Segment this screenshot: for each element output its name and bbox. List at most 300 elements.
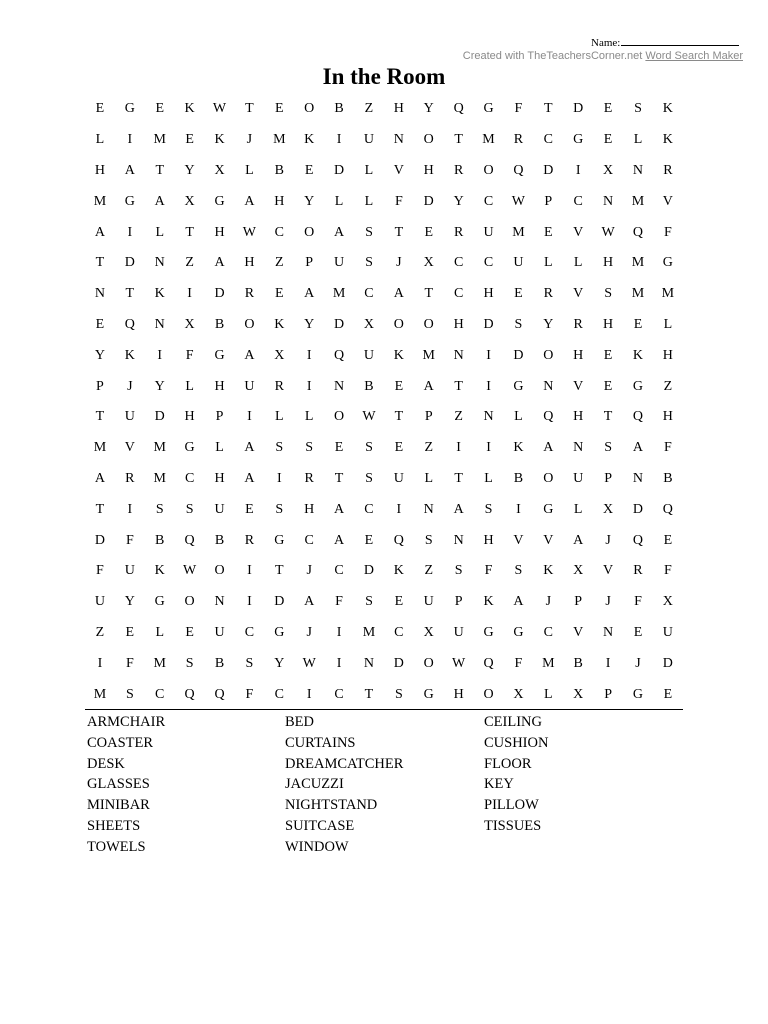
grid-letter[interactable]: L bbox=[334, 193, 344, 209]
grid-letter[interactable]: V bbox=[124, 440, 135, 456]
grid-letter[interactable]: E bbox=[334, 440, 344, 456]
grid-letter[interactable]: C bbox=[364, 286, 374, 302]
grid-letter[interactable]: E bbox=[185, 132, 194, 148]
grid-letter[interactable]: F bbox=[663, 563, 672, 579]
grid-letter[interactable]: H bbox=[453, 316, 464, 332]
grid-letter[interactable]: N bbox=[603, 624, 614, 640]
grid-letter[interactable]: C bbox=[394, 624, 404, 640]
grid-letter[interactable]: Y bbox=[304, 193, 315, 209]
grid-letter[interactable]: I bbox=[127, 224, 133, 240]
name-field[interactable] bbox=[591, 36, 739, 49]
grid-letter[interactable]: A bbox=[334, 224, 345, 240]
grid-letter[interactable]: T bbox=[245, 101, 254, 117]
grid-letter[interactable]: E bbox=[245, 501, 254, 517]
grid-letter[interactable]: O bbox=[304, 101, 315, 117]
grid-letter[interactable]: P bbox=[305, 255, 314, 271]
grid-letter[interactable]: U bbox=[662, 624, 673, 640]
grid-letter[interactable]: D bbox=[334, 316, 345, 332]
grid-letter[interactable]: H bbox=[214, 224, 225, 240]
grid-letter[interactable]: E bbox=[394, 378, 404, 394]
grid-letter[interactable]: W bbox=[511, 193, 526, 209]
grid-letter[interactable]: P bbox=[215, 409, 224, 425]
grid-letter[interactable]: X bbox=[214, 162, 225, 178]
grid-letter[interactable]: Q bbox=[124, 316, 135, 332]
grid-letter[interactable]: R bbox=[513, 132, 524, 148]
grid-letter[interactable]: P bbox=[604, 470, 612, 486]
grid-letter[interactable]: K bbox=[124, 347, 135, 363]
grid-letter[interactable]: V bbox=[573, 624, 584, 640]
grid-letter[interactable]: M bbox=[153, 132, 166, 148]
grid-letter[interactable]: C bbox=[244, 624, 255, 640]
grid-letter[interactable]: E bbox=[603, 347, 613, 363]
grid-letter[interactable]: L bbox=[424, 470, 434, 486]
grid-letter[interactable]: K bbox=[632, 347, 644, 363]
grid-letter[interactable]: I bbox=[336, 132, 342, 148]
grid-letter[interactable]: A bbox=[124, 162, 135, 178]
grid-letter[interactable]: A bbox=[244, 347, 255, 363]
grid-letter[interactable]: J bbox=[246, 132, 253, 148]
grid-letter[interactable]: X bbox=[423, 624, 434, 640]
grid-letter[interactable]: I bbox=[247, 594, 252, 610]
grid-letter[interactable]: G bbox=[184, 440, 195, 456]
grid-letter[interactable]: I bbox=[456, 440, 461, 456]
grid-letter[interactable]: N bbox=[94, 286, 105, 302]
grid-letter[interactable]: E bbox=[633, 316, 643, 332]
grid-letter[interactable]: S bbox=[484, 501, 493, 517]
grid-letter[interactable]: M bbox=[93, 686, 107, 702]
grid-letter[interactable]: I bbox=[157, 347, 163, 363]
grid-letter[interactable]: E bbox=[275, 286, 284, 302]
grid-letter[interactable]: G bbox=[662, 255, 673, 271]
grid-letter[interactable]: C bbox=[364, 501, 374, 517]
grid-letter[interactable]: N bbox=[154, 255, 165, 271]
grid-letter[interactable]: T bbox=[95, 255, 105, 271]
grid-letter[interactable]: L bbox=[155, 224, 164, 240]
grid-letter[interactable]: B bbox=[214, 655, 225, 671]
grid-letter[interactable]: A bbox=[94, 224, 105, 240]
grid-letter[interactable]: T bbox=[95, 409, 105, 425]
grid-letter[interactable]: G bbox=[483, 101, 494, 117]
grid-letter[interactable]: A bbox=[423, 378, 434, 394]
grid-letter[interactable]: H bbox=[483, 286, 494, 302]
grid-letter[interactable]: L bbox=[215, 440, 224, 456]
grid-letter[interactable]: M bbox=[153, 470, 166, 486]
grid-letter[interactable]: L bbox=[364, 162, 374, 178]
grid-letter[interactable]: N bbox=[632, 470, 644, 486]
grid-letter[interactable]: D bbox=[274, 594, 285, 610]
grid-letter[interactable]: E bbox=[304, 162, 314, 178]
grid-letter[interactable]: Y bbox=[423, 101, 434, 117]
grid-letter[interactable]: L bbox=[633, 132, 643, 148]
grid-letter[interactable]: A bbox=[214, 255, 225, 271]
grid-letter[interactable]: B bbox=[155, 532, 165, 548]
grid-letter[interactable]: R bbox=[543, 286, 553, 302]
grid-letter[interactable]: G bbox=[274, 532, 285, 548]
grid-letter[interactable]: L bbox=[364, 193, 374, 209]
grid-letter[interactable]: Q bbox=[184, 686, 195, 702]
grid-letter[interactable]: I bbox=[486, 378, 491, 394]
grid-letter[interactable]: S bbox=[365, 594, 373, 610]
grid-letter[interactable]: U bbox=[363, 347, 375, 363]
grid-letter[interactable]: D bbox=[334, 162, 345, 178]
grid-letter[interactable]: E bbox=[155, 101, 164, 117]
grid-letter[interactable]: U bbox=[94, 594, 105, 610]
grid-letter[interactable]: I bbox=[306, 378, 312, 394]
grid-letter[interactable]: P bbox=[574, 594, 583, 610]
grid-letter[interactable]: K bbox=[662, 101, 673, 117]
grid-letter[interactable]: Y bbox=[453, 193, 464, 209]
grid-letter[interactable]: X bbox=[423, 255, 434, 271]
grid-letter[interactable]: K bbox=[154, 563, 165, 579]
grid-letter[interactable]: G bbox=[214, 193, 225, 209]
grid-letter[interactable]: V bbox=[513, 532, 524, 548]
grid-letter[interactable]: N bbox=[632, 162, 644, 178]
grid-letter[interactable]: L bbox=[95, 132, 105, 148]
grid-letter[interactable]: A bbox=[543, 440, 554, 456]
grid-letter[interactable]: F bbox=[663, 440, 672, 456]
grid-letter[interactable]: S bbox=[424, 532, 433, 548]
grid-letter[interactable]: E bbox=[185, 624, 194, 640]
grid-letter[interactable]: V bbox=[662, 193, 673, 209]
grid-letter[interactable]: U bbox=[453, 624, 464, 640]
grid-letter[interactable]: Y bbox=[124, 594, 135, 610]
grid-letter[interactable]: H bbox=[214, 378, 225, 394]
grid-letter[interactable]: Y bbox=[184, 162, 195, 178]
grid-letter[interactable]: C bbox=[334, 686, 344, 702]
grid-letter[interactable]: K bbox=[543, 563, 554, 579]
grid-letter[interactable]: N bbox=[363, 655, 375, 671]
grid-letter[interactable]: K bbox=[393, 563, 404, 579]
grid-letter[interactable]: R bbox=[453, 224, 464, 240]
grid-letter[interactable]: E bbox=[364, 532, 374, 548]
grid-letter[interactable]: F bbox=[245, 686, 254, 702]
grid-letter[interactable]: H bbox=[274, 193, 285, 209]
grid-letter[interactable]: Q bbox=[513, 162, 524, 178]
grid-letter[interactable]: R bbox=[274, 378, 284, 394]
grid-letter[interactable]: X bbox=[573, 563, 584, 579]
grid-letter[interactable]: D bbox=[543, 162, 554, 178]
grid-letter[interactable]: G bbox=[274, 624, 285, 640]
grid-letter[interactable]: U bbox=[483, 224, 494, 240]
grid-letter[interactable]: V bbox=[573, 224, 584, 240]
grid-letter[interactable]: T bbox=[275, 563, 284, 579]
grid-letter[interactable]: B bbox=[513, 470, 524, 486]
grid-letter[interactable]: V bbox=[573, 378, 584, 394]
grid-letter[interactable]: B bbox=[364, 378, 374, 394]
grid-letter[interactable]: L bbox=[663, 316, 673, 332]
grid-letter[interactable]: I bbox=[247, 409, 252, 425]
grid-letter[interactable]: Y bbox=[304, 316, 315, 332]
grid-letter[interactable]: J bbox=[545, 594, 552, 610]
grid-letter[interactable]: U bbox=[334, 255, 345, 271]
grid-letter[interactable]: N bbox=[573, 440, 584, 456]
grid-letter[interactable]: A bbox=[244, 470, 255, 486]
grid-letter[interactable]: H bbox=[453, 686, 464, 702]
grid-letter[interactable]: K bbox=[184, 101, 195, 117]
grid-letter[interactable]: H bbox=[573, 409, 584, 425]
grid-letter[interactable]: A bbox=[304, 286, 315, 302]
grid-letter[interactable]: I bbox=[486, 347, 491, 363]
grid-letter[interactable]: K bbox=[483, 594, 494, 610]
grid-letter[interactable]: M bbox=[422, 347, 435, 363]
grid-letter[interactable]: L bbox=[185, 378, 194, 394]
grid-letter[interactable]: Z bbox=[454, 409, 463, 425]
grid-letter[interactable]: N bbox=[154, 316, 165, 332]
grid-letter[interactable]: R bbox=[663, 162, 673, 178]
grid-letter[interactable]: L bbox=[245, 162, 254, 178]
grid-letter[interactable]: W bbox=[452, 655, 466, 671]
grid-letter[interactable]: T bbox=[364, 686, 374, 702]
grid-letter[interactable]: T bbox=[454, 470, 463, 486]
grid-letter[interactable]: X bbox=[274, 347, 285, 363]
grid-letter[interactable]: I bbox=[127, 501, 133, 517]
grid-letter[interactable]: S bbox=[125, 686, 134, 702]
grid-letter[interactable]: E bbox=[95, 101, 105, 117]
grid-letter[interactable]: O bbox=[423, 316, 434, 332]
grid-letter[interactable]: P bbox=[544, 193, 553, 209]
grid-letter[interactable]: A bbox=[573, 532, 584, 548]
grid-letter[interactable]: N bbox=[543, 378, 554, 394]
grid-letter[interactable]: A bbox=[94, 470, 105, 486]
grid-letter[interactable]: H bbox=[393, 101, 404, 117]
grid-letter[interactable]: X bbox=[573, 686, 584, 702]
grid-letter[interactable]: M bbox=[153, 440, 166, 456]
grid-letter[interactable]: S bbox=[245, 655, 254, 671]
grid-letter[interactable]: M bbox=[631, 286, 645, 302]
grid-letter[interactable]: F bbox=[96, 563, 104, 579]
grid-letter[interactable]: V bbox=[573, 286, 584, 302]
grid-letter[interactable]: E bbox=[603, 132, 613, 148]
grid-letter[interactable]: H bbox=[94, 162, 105, 178]
grid-letter[interactable]: C bbox=[184, 470, 195, 486]
grid-letter[interactable]: E bbox=[663, 532, 673, 548]
grid-letter[interactable]: Q bbox=[214, 686, 225, 702]
grid-letter[interactable]: R bbox=[573, 316, 583, 332]
grid-letter[interactable]: O bbox=[393, 316, 404, 332]
grid-letter[interactable]: U bbox=[363, 132, 375, 148]
grid-letter[interactable]: I bbox=[306, 347, 312, 363]
grid-letter[interactable]: L bbox=[573, 501, 583, 517]
grid-letter[interactable]: B bbox=[573, 655, 583, 671]
grid-letter[interactable]: T bbox=[394, 409, 404, 425]
grid-letter[interactable]: H bbox=[483, 532, 494, 548]
grid-letter[interactable]: T bbox=[185, 224, 194, 240]
grid-letter[interactable]: V bbox=[543, 532, 554, 548]
grid-letter[interactable]: S bbox=[275, 501, 284, 517]
grid-letter[interactable]: D bbox=[423, 193, 434, 209]
grid-letter[interactable]: W bbox=[183, 563, 197, 579]
grid-letter[interactable]: W bbox=[302, 655, 316, 671]
grid-letter[interactable]: M bbox=[93, 440, 107, 456]
grid-letter[interactable]: L bbox=[304, 409, 314, 425]
name-blank-line[interactable] bbox=[621, 36, 739, 46]
grid-letter[interactable]: L bbox=[544, 255, 553, 271]
grid-letter[interactable]: E bbox=[424, 224, 434, 240]
grid-letter[interactable]: U bbox=[423, 594, 434, 610]
grid-letter[interactable]: T bbox=[95, 501, 105, 517]
grid-letter[interactable]: M bbox=[332, 286, 346, 302]
grid-letter[interactable]: D bbox=[573, 101, 584, 117]
grid-letter[interactable]: T bbox=[155, 162, 164, 178]
grid-letter[interactable]: T bbox=[424, 286, 434, 302]
grid-letter[interactable]: C bbox=[453, 286, 464, 302]
grid-letter[interactable]: O bbox=[304, 224, 315, 240]
grid-letter[interactable]: S bbox=[185, 501, 194, 517]
grid-letter[interactable]: E bbox=[663, 686, 673, 702]
grid-letter[interactable]: A bbox=[632, 440, 644, 456]
grid-letter[interactable]: S bbox=[305, 440, 314, 456]
grid-letter[interactable]: Q bbox=[453, 101, 464, 117]
grid-letter[interactable]: A bbox=[154, 193, 165, 209]
grid-letter[interactable]: B bbox=[274, 162, 284, 178]
grid-letter[interactable]: F bbox=[514, 101, 523, 117]
grid-letter[interactable]: F bbox=[125, 655, 134, 671]
grid-letter[interactable]: Z bbox=[95, 624, 105, 640]
grid-letter[interactable]: H bbox=[304, 501, 315, 517]
grid-letter[interactable]: C bbox=[155, 686, 165, 702]
grid-letter[interactable]: I bbox=[486, 440, 491, 456]
grid-letter[interactable]: D bbox=[662, 655, 673, 671]
grid-letter[interactable]: P bbox=[96, 378, 104, 394]
grid-letter[interactable]: Q bbox=[543, 409, 554, 425]
grid-letter[interactable]: J bbox=[605, 532, 611, 548]
grid-letter[interactable]: F bbox=[484, 563, 493, 579]
grid-letter[interactable]: K bbox=[214, 132, 225, 148]
grid-letter[interactable]: M bbox=[273, 132, 286, 148]
grid-letter[interactable]: I bbox=[306, 686, 312, 702]
grid-letter[interactable]: F bbox=[634, 594, 642, 610]
grid-letter[interactable]: A bbox=[513, 594, 524, 610]
grid-letter[interactable]: W bbox=[242, 224, 256, 240]
grid-letter[interactable]: X bbox=[603, 501, 614, 517]
grid-letter[interactable]: V bbox=[393, 162, 404, 178]
grid-letter[interactable]: V bbox=[603, 563, 614, 579]
grid-letter[interactable]: C bbox=[453, 255, 464, 271]
grid-letter[interactable]: Q bbox=[662, 501, 673, 517]
grid-letter[interactable]: I bbox=[396, 501, 402, 517]
grid-letter[interactable]: J bbox=[605, 594, 611, 610]
grid-letter[interactable]: K bbox=[274, 316, 285, 332]
grid-letter[interactable]: D bbox=[363, 563, 375, 579]
grid-letter[interactable]: B bbox=[214, 532, 225, 548]
grid-letter[interactable]: Q bbox=[632, 409, 644, 425]
grid-letter[interactable]: I bbox=[336, 655, 342, 671]
grid-letter[interactable]: X bbox=[363, 316, 375, 332]
grid-letter[interactable]: M bbox=[631, 255, 645, 271]
grid-letter[interactable]: U bbox=[393, 470, 404, 486]
grid-letter[interactable]: X bbox=[513, 686, 524, 702]
grid-letter[interactable]: A bbox=[304, 594, 315, 610]
grid-letter[interactable]: R bbox=[244, 532, 255, 548]
grid-letter[interactable]: I bbox=[276, 470, 282, 486]
grid-letter[interactable]: H bbox=[184, 409, 195, 425]
grid-letter[interactable]: I bbox=[605, 655, 611, 671]
grid-letter[interactable]: U bbox=[214, 501, 225, 517]
grid-letter[interactable]: Z bbox=[275, 255, 284, 271]
grid-letter[interactable]: Q bbox=[184, 532, 195, 548]
grid-letter[interactable]: F bbox=[514, 655, 523, 671]
grid-letter[interactable]: D bbox=[94, 532, 105, 548]
grid-letter[interactable]: M bbox=[362, 624, 376, 640]
grid-letter[interactable]: A bbox=[393, 286, 404, 302]
grid-letter[interactable]: E bbox=[95, 316, 105, 332]
grid-letter[interactable]: J bbox=[127, 378, 133, 394]
grid-letter[interactable]: E bbox=[603, 378, 613, 394]
grid-letter[interactable]: X bbox=[184, 316, 195, 332]
grid-letter[interactable]: S bbox=[365, 224, 373, 240]
grid-letter[interactable]: T bbox=[334, 470, 344, 486]
grid-letter[interactable]: O bbox=[423, 655, 434, 671]
grid-letter[interactable]: K bbox=[154, 286, 165, 302]
grid-letter[interactable]: G bbox=[124, 193, 135, 209]
grid-letter[interactable]: T bbox=[454, 378, 463, 394]
grid-letter[interactable]: H bbox=[662, 409, 673, 425]
grid-letter[interactable]: H bbox=[662, 347, 673, 363]
grid-letter[interactable]: G bbox=[632, 378, 644, 394]
grid-letter[interactable]: M bbox=[93, 193, 107, 209]
grid-letter[interactable]: G bbox=[573, 132, 584, 148]
grid-letter[interactable]: I bbox=[575, 162, 581, 178]
grid-letter[interactable]: D bbox=[632, 501, 644, 517]
grid-letter[interactable]: I bbox=[247, 563, 252, 579]
grid-letter[interactable]: K bbox=[393, 347, 404, 363]
grid-letter[interactable]: W bbox=[362, 409, 376, 425]
grid-letter[interactable]: E bbox=[633, 624, 643, 640]
grid-letter[interactable]: R bbox=[453, 162, 464, 178]
grid-letter[interactable]: N bbox=[334, 378, 345, 394]
grid-letter[interactable]: S bbox=[454, 563, 463, 579]
grid-letter[interactable]: F bbox=[335, 594, 343, 610]
grid-letter[interactable]: C bbox=[543, 132, 553, 148]
grid-letter[interactable]: Q bbox=[483, 655, 494, 671]
grid-letter[interactable]: K bbox=[304, 132, 315, 148]
grid-letter[interactable]: Z bbox=[663, 378, 673, 394]
grid-letter[interactable]: X bbox=[184, 193, 195, 209]
grid-letter[interactable]: C bbox=[483, 193, 494, 209]
grid-letter[interactable]: M bbox=[512, 224, 525, 240]
grid-letter[interactable]: O bbox=[214, 563, 225, 579]
grid-letter[interactable]: E bbox=[275, 101, 284, 117]
grid-letter[interactable]: A bbox=[244, 193, 255, 209]
grid-letter[interactable]: H bbox=[214, 470, 225, 486]
grid-letter[interactable]: S bbox=[514, 316, 523, 332]
grid-letter[interactable]: D bbox=[214, 286, 225, 302]
grid-letter[interactable]: T bbox=[454, 132, 463, 148]
grid-letter[interactable]: D bbox=[124, 255, 135, 271]
grid-letter[interactable]: J bbox=[306, 624, 312, 640]
grid-letter[interactable]: D bbox=[513, 347, 524, 363]
grid-letter[interactable]: Z bbox=[364, 101, 374, 117]
grid-letter[interactable]: L bbox=[544, 686, 553, 702]
grid-letter[interactable]: T bbox=[394, 224, 404, 240]
grid-letter[interactable]: T bbox=[125, 286, 135, 302]
grid-letter[interactable]: R bbox=[633, 563, 643, 579]
grid-letter[interactable]: G bbox=[513, 624, 524, 640]
grid-letter[interactable]: S bbox=[394, 686, 403, 702]
grid-letter[interactable]: G bbox=[483, 624, 494, 640]
grid-letter[interactable]: S bbox=[155, 501, 164, 517]
grid-letter[interactable]: G bbox=[124, 101, 135, 117]
grid-letter[interactable]: O bbox=[423, 132, 434, 148]
grid-letter[interactable]: F bbox=[663, 224, 672, 240]
grid-letter[interactable]: U bbox=[244, 378, 255, 394]
grid-letter[interactable]: O bbox=[483, 686, 494, 702]
grid-letter[interactable]: N bbox=[483, 409, 494, 425]
grid-letter[interactable]: H bbox=[244, 255, 255, 271]
grid-letter[interactable]: E bbox=[544, 224, 553, 240]
grid-letter[interactable]: Y bbox=[94, 347, 105, 363]
grid-letter[interactable]: Z bbox=[424, 440, 434, 456]
